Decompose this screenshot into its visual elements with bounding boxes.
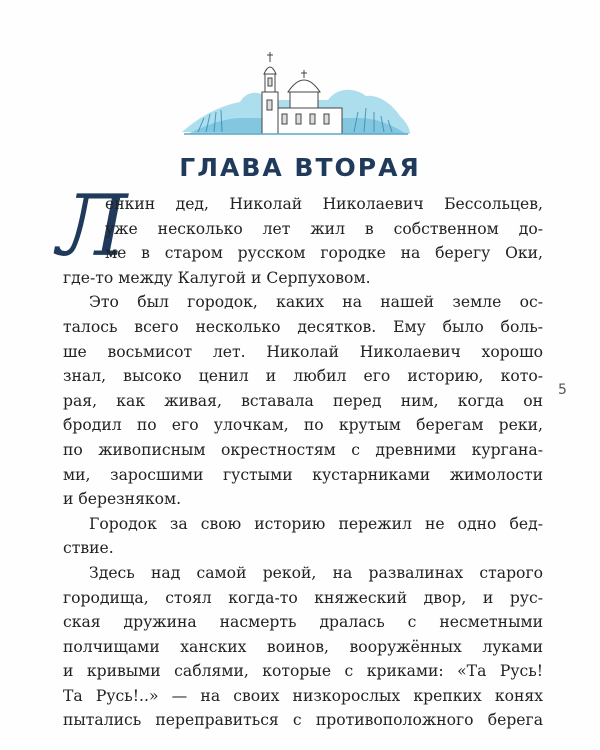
- church-illustration: [178, 48, 414, 144]
- text-line: уже несколько лет жил в собственном до-: [105, 219, 543, 238]
- text-line: Городок за свою историю пережил не одно бед-: [89, 514, 543, 533]
- text-line: ше восьмисот лет. Николай Николаевич хорошо: [63, 342, 543, 361]
- chapter-body: [63, 192, 543, 733]
- text-line: Та Русь!..» — на своих низкорослых крепких конях: [63, 686, 543, 705]
- text-line: знал, высоко ценил и любил его историю, кото-: [63, 367, 543, 386]
- text-line: ме в старом русском городке на берегу Оки,: [105, 244, 543, 263]
- text-line: талось всего несколько десятков. Ему было боль-: [63, 317, 543, 336]
- paragraph: [63, 512, 543, 561]
- paragraph: [63, 561, 543, 733]
- text-line: где-то между Калугой и Серпуховом.: [63, 268, 371, 287]
- text-line: рая, как живая, вставала перед ним, когда он: [63, 391, 543, 410]
- text-line: ская дружина насмерть дралась с несметными: [63, 613, 543, 632]
- text-line: Здесь над самой рекой, на развалинах старого: [89, 563, 543, 582]
- text-line: городища, стоял когда-то княжеский двор, и рус-: [63, 588, 543, 607]
- text-line: бродил по его улочкам, по крутым берегам реки,: [63, 416, 543, 435]
- text-line: и кривыми саблями, которые с криками: «Та Русь!: [63, 662, 543, 681]
- drop-cap: Л: [57, 177, 128, 275]
- text-line: пытались переправиться с противоположного берега: [63, 711, 543, 730]
- page-number: 5: [558, 382, 567, 398]
- text-line: Это был городок, каких на нашей земле ос-: [89, 293, 543, 312]
- text-line: по живописным окрестностям с древними курганa-: [63, 440, 543, 459]
- text-line: ми, заросшими густыми кустарниками жимолости: [63, 465, 543, 484]
- text-line: енкин дед, Николай Николаевич Бессольцев,: [105, 195, 543, 213]
- paragraph: [63, 290, 543, 511]
- text-line: полчищами ханских воинов, вооружённых луками: [63, 637, 543, 656]
- text-line: и березняком.: [63, 490, 182, 509]
- chapter-title: ГЛАВА ВТОРАЯ: [179, 153, 421, 182]
- paragraph: [63, 192, 543, 290]
- text-line: ствие.: [63, 539, 114, 558]
